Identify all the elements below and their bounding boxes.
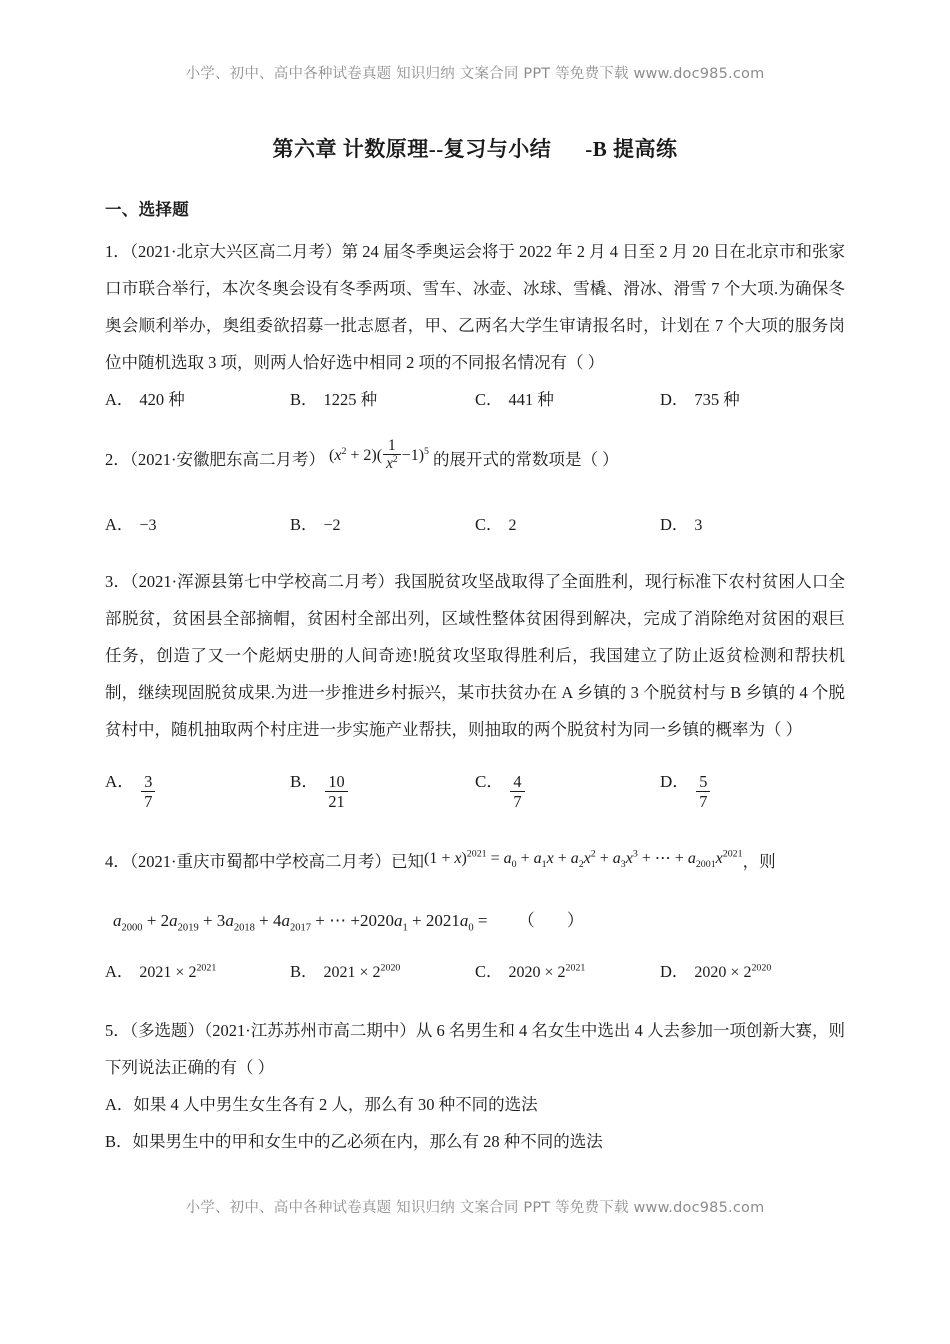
option-label: C．	[475, 772, 504, 791]
option-base: 2020 × 2	[508, 963, 566, 981]
question-2-formula: $(x^2 + 2)$( $\frac{1}{x^2}$ −1)$^5$	[329, 437, 429, 473]
option-exponent: 2021	[565, 962, 586, 974]
question-3-number: 3．	[105, 572, 131, 591]
fraction-numerator: 10	[328, 772, 345, 791]
question-1	[105, 233, 845, 417]
option-text: −2	[323, 517, 341, 534]
option-text: 如果 4 人中男生女生各有 2 人，那么有 30 种不同的选法	[133, 1094, 538, 1114]
question-3-option-c[interactable]	[475, 758, 660, 812]
question-5-number: 5．	[105, 1020, 130, 1040]
question-2-options	[105, 508, 845, 543]
fraction-numerator: 4	[513, 772, 522, 791]
question-3-text	[105, 563, 845, 748]
question-5	[105, 1012, 845, 1160]
page-title-main: 第六章 计数原理--复习与小结	[272, 137, 552, 161]
option-text	[694, 956, 771, 990]
option-exponent: 2020	[751, 962, 772, 974]
question-4	[105, 840, 845, 990]
question-1-body: 第 24 届冬季奥运会将于 2022 年 2 月 4 日至 2 月 20 日在北京市和张家口市联合举行，本次冬奥会设有冬季两项、雪车、冰壶、冰球、雪橇、滑冰、滑雪 7 个大项.为确保冬奥会顺利举办，奥组委欲招募一批志愿者，甲、乙两名大学生审请报名时，计划在 7 个大项的服务岗位中随机选取 3 项，则两人恰好选中相同 2 项的不同报名情况有（ ）	[105, 242, 846, 372]
question-2-tail: 的展开式的常数项是（ ）	[432, 450, 619, 469]
question-3-option-a[interactable]	[105, 758, 290, 812]
option-text: 1225 种	[323, 390, 378, 409]
option-label: C．	[475, 515, 503, 534]
option-label: C．	[475, 390, 503, 409]
question-5-options	[105, 1086, 845, 1160]
question-1-option-b[interactable]	[290, 383, 475, 417]
question-2-option-d[interactable]	[660, 508, 845, 543]
page-title	[0, 133, 950, 163]
question-1-option-a[interactable]	[105, 383, 290, 417]
question-4-option-b[interactable]	[290, 955, 475, 990]
document-content	[105, 196, 845, 1164]
option-text: 735 种	[694, 390, 740, 409]
question-2	[105, 437, 845, 543]
question-4-formula: $(1 + x)^{2021} = a_0 + a_1x + a_2x^2 + a_3x^3$ + ⋯ + $a_{2001}x^{2021}$	[424, 848, 743, 870]
question-4-options	[105, 955, 845, 990]
option-label: B．	[290, 515, 318, 534]
question-3-source: （2021·浑源县第七中学校高二月考）	[130, 572, 395, 591]
option-exponent: 2021	[196, 962, 217, 974]
option-fraction	[696, 773, 710, 812]
question-3-option-d[interactable]	[660, 758, 845, 812]
option-text: 3	[694, 517, 703, 534]
page-title-suffix: -B 提高练	[585, 137, 678, 161]
question-4-equation: $a_{2000} + 2a_{2019} + 3a_{2018} + 4a_{2017}$ + ⋯ $+2020a_1 + 2021a_0$ = （ ）	[113, 910, 598, 933]
question-2-option-b[interactable]	[290, 508, 475, 543]
header-watermark: 小学、初中、高中各种试卷真题 知识归纳 文案合同 PPT 等免费下载 www.doc985.com	[185, 66, 765, 82]
question-1-number: 1．	[105, 242, 130, 261]
option-text: 2	[508, 517, 517, 534]
option-base: 2021 × 2	[139, 963, 197, 981]
option-base: 2021 × 2	[323, 963, 381, 981]
option-label: A．	[105, 515, 134, 534]
question-2-option-c[interactable]	[475, 508, 660, 543]
question-5-text	[105, 1012, 845, 1086]
question-2-source: （2021·安徽肥东高二月考）	[129, 450, 325, 469]
fraction-denominator: 21	[325, 791, 347, 811]
question-4-number: 4．	[105, 851, 130, 871]
fraction-numerator: 5	[699, 772, 708, 791]
option-label: A．	[105, 772, 135, 791]
fraction-numerator: 3	[144, 772, 153, 791]
option-label: A．	[105, 961, 134, 981]
question-4-option-c[interactable]	[475, 955, 660, 990]
option-label: D．	[660, 515, 689, 534]
fraction-numerator: 1	[388, 437, 396, 454]
fraction-denominator: 7	[696, 791, 710, 811]
option-label: D．	[660, 961, 689, 981]
fraction-denominator: 7	[141, 791, 155, 811]
question-4-text	[105, 840, 845, 880]
question-2-text	[105, 437, 845, 478]
option-label: B．	[105, 1131, 133, 1151]
question-5-body: 从 6 名男生和 4 名女生中选出 4 人去参加一项创新大赛，则下列说法正确的有（ ）	[105, 1020, 846, 1077]
option-label: B．	[290, 961, 318, 981]
option-text: 如果男生中的甲和女生中的乙必须在内，那么有 28 种不同的选法	[132, 1131, 603, 1151]
question-3	[105, 563, 845, 812]
option-fraction	[510, 773, 524, 812]
option-text: 441 种	[508, 390, 554, 409]
question-5-option-b[interactable]	[105, 1123, 845, 1160]
option-fraction	[325, 773, 347, 812]
option-label: A．	[105, 390, 134, 409]
section-heading: 一、选择题	[105, 200, 189, 219]
question-2-number: 2．	[105, 450, 130, 469]
question-3-body: 我国脱贫攻坚战取得了全面胜利，现行标准下农村贫困人口全部脱贫，贫困县全部摘帽，贫困村全部出列，区域性整体贫困得到解决，完成了消除绝对贫困的艰巨任务，创造了又一个彪炳史册的人间奇迹!脱贫攻坚取得胜利后，我国建立了防止返贫检测和帮扶机制，继续现固脱贫成果.为进一步推进乡村振兴，某市扶贫办在 A 乡镇的 3 个脱贫村与 B 乡镇的 4 个脱贫村中，随机抽取两个村庄进一步实施产业帮扶，则抽取的两个脱贫村为同一乡镇的概率为（ ）	[105, 572, 846, 739]
option-fraction	[141, 773, 155, 812]
footer-watermark: 小学、初中、高中各种试卷真题 知识归纳 文案合同 PPT 等免费下载 www.doc985.com	[185, 1200, 765, 1216]
question-3-option-b[interactable]	[290, 758, 475, 812]
fraction-denominator: $x^2$	[383, 454, 401, 473]
question-1-source: （2021·北京大兴区高二月考）	[129, 242, 342, 261]
question-4-option-d[interactable]	[660, 955, 845, 990]
question-5-multi-tag: （多选题）	[129, 1020, 205, 1040]
question-1-options	[105, 383, 845, 417]
option-label: D．	[660, 390, 689, 409]
question-5-option-a[interactable]	[105, 1086, 845, 1123]
option-label: A．	[105, 1094, 134, 1114]
question-4-answer-paren: （ ）	[517, 910, 598, 930]
option-label: B．	[290, 390, 318, 409]
question-1-option-c[interactable]	[475, 383, 660, 417]
question-3-options	[105, 758, 845, 812]
question-4-lead: 已知	[391, 851, 424, 871]
question-4-after: ，则	[742, 851, 776, 871]
option-label: C．	[475, 961, 503, 981]
fraction-denominator: 7	[510, 791, 524, 811]
question-1-text	[105, 233, 845, 381]
option-label: B．	[290, 772, 319, 791]
option-text	[324, 956, 401, 990]
question-4-option-a[interactable]	[105, 955, 290, 990]
option-base: 2020 × 2	[694, 963, 752, 981]
option-exponent: 2020	[380, 962, 401, 974]
question-1-option-d[interactable]	[660, 383, 845, 417]
option-text: −3	[139, 517, 157, 534]
question-5-source: （2021·江苏苏州市高二期中）	[204, 1020, 416, 1040]
option-text: 420 种	[139, 390, 185, 409]
fraction-one-over-x-squared	[383, 437, 401, 473]
option-text	[139, 956, 216, 990]
option-label: D．	[660, 772, 690, 791]
question-4-source: （2021·重庆市蜀都中学校高二月考）	[129, 851, 391, 871]
formula-exponent: 5	[424, 445, 429, 457]
option-text	[509, 956, 586, 990]
question-2-option-a[interactable]	[105, 508, 290, 543]
